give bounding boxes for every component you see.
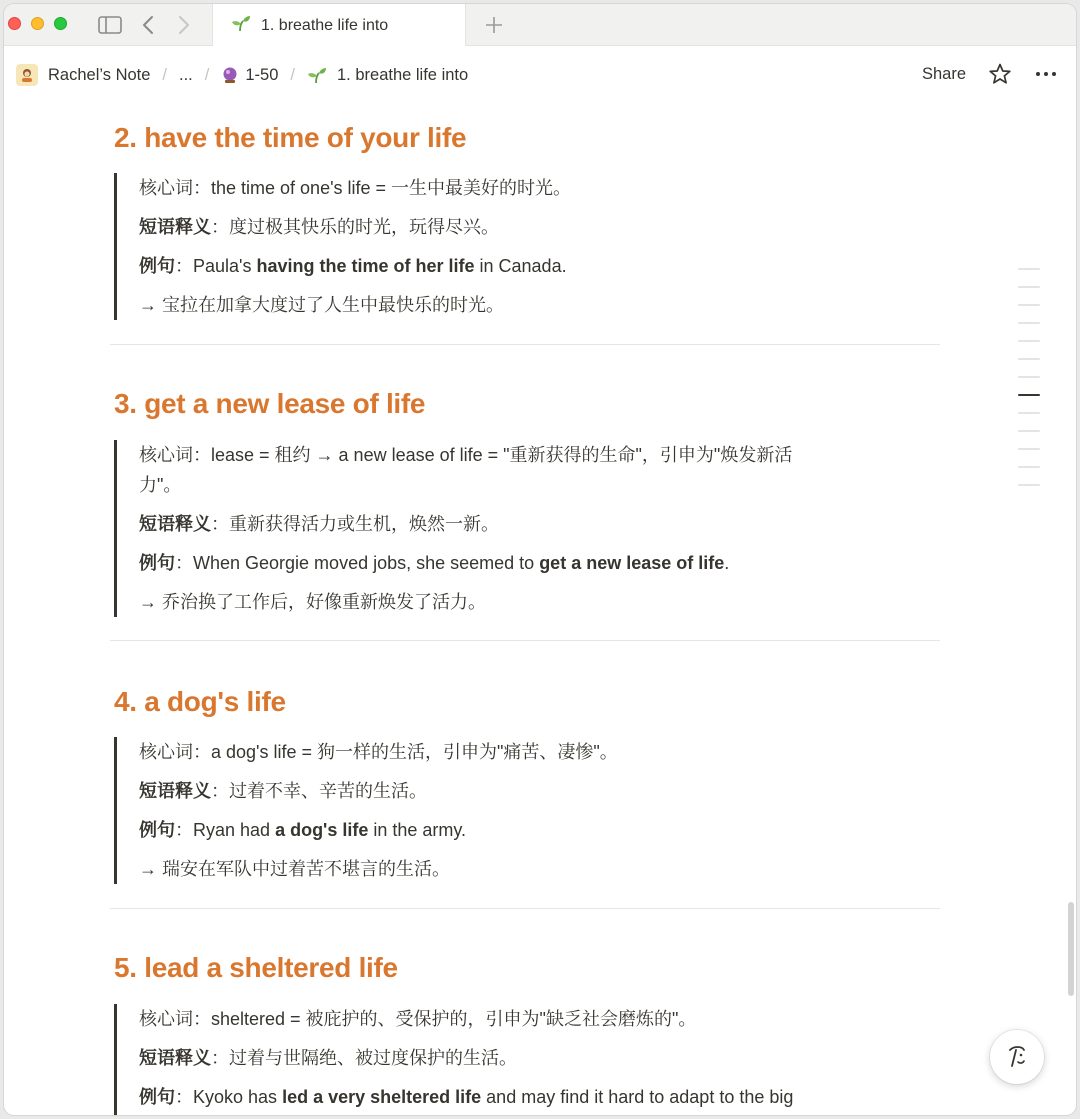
example-line: 例句：Kyoko has led a very sheltered life and may find it hard to adapt to the big — [139, 1087, 794, 1107]
meaning-line: 短语释义：过着与世隔绝、被过度保护的生活。 — [139, 1048, 517, 1068]
toc-entry[interactable] — [1018, 466, 1040, 468]
browser-window — [4, 4, 1076, 1115]
header-actions — [922, 62, 1058, 86]
breadcrumb-workspace-label: Rachel’s Note — [48, 65, 151, 84]
toc-entry[interactable] — [1018, 268, 1040, 270]
toc-entry[interactable] — [1018, 376, 1040, 378]
breadcrumb-parent[interactable] — [221, 66, 278, 85]
tab-bar — [4, 4, 1076, 46]
close-window-button[interactable] — [8, 17, 21, 30]
tab-title: 1. breathe life into — [261, 16, 389, 34]
scrollbar-thumb[interactable] — [1068, 902, 1074, 996]
toc-entry[interactable] — [1018, 448, 1040, 450]
page-header — [4, 46, 1076, 106]
more-options-icon[interactable] — [1034, 62, 1058, 86]
breadcrumb-parent-label: 1-50 — [245, 65, 279, 84]
meaning-line: 短语释义：度过极其快乐的时光，玩得尽兴。 — [139, 217, 499, 237]
section-heading: 5. lead a sheltered life — [114, 952, 398, 983]
seedling-icon — [231, 14, 251, 37]
quote-block — [114, 440, 914, 617]
quote-block — [114, 173, 914, 320]
breadcrumb — [16, 64, 468, 86]
back-arrow-icon[interactable] — [136, 13, 160, 37]
example-line: 例句：When Georgie moved jobs, she seemed to get a new lease of life. — [139, 553, 730, 573]
toc-entry[interactable] — [1018, 340, 1040, 342]
seedling-icon — [307, 66, 327, 84]
breadcrumb-separator: / — [204, 65, 210, 84]
section-heading: 2. have the time of your life — [114, 122, 467, 153]
favorite-star-icon[interactable] — [988, 62, 1012, 86]
core-word-line: 核心词：sheltered = 被庇护的、受保护的，引申为"缺乏社会磨炼的"。 — [139, 1009, 697, 1029]
breadcrumb-current-label: 1. breathe life into — [337, 65, 469, 84]
toc-entry[interactable] — [1018, 358, 1040, 360]
quote-block — [114, 737, 914, 884]
quote-block — [114, 1004, 914, 1115]
toc-entry[interactable] — [1018, 322, 1040, 324]
toc-entry[interactable] — [1018, 394, 1040, 396]
core-word-line: 核心词：a dog's life = 狗一样的生活，引申为"痛苦、凄惨"。 — [139, 742, 618, 762]
maximize-window-button[interactable] — [54, 17, 67, 30]
phrase-section — [114, 122, 940, 315]
translation-line: → 乔治换了工作后，好像重新焕发了活力。 — [139, 592, 486, 612]
toc-entry[interactable] — [1018, 484, 1040, 486]
divider — [110, 344, 940, 345]
forward-arrow-icon[interactable] — [172, 13, 196, 37]
share-button[interactable]: Share — [921, 64, 966, 83]
toc-entry[interactable] — [1018, 430, 1040, 432]
sidebar-toggle-icon[interactable] — [96, 13, 124, 37]
ai-assistant-button[interactable] — [990, 1030, 1044, 1084]
page-content — [4, 106, 1076, 1115]
divider — [110, 908, 940, 909]
example-line: 例句：Paula's having the time of her life in Canada. — [139, 256, 567, 276]
meaning-line: 短语释义：过着不幸、辛苦的生活。 — [139, 781, 427, 801]
crystal-ball-icon — [221, 66, 239, 84]
workspace-avatar-icon — [16, 64, 38, 86]
core-word-line: 核心词：the time of one's life = 一生中最美好的时光。 — [139, 178, 572, 198]
core-word-line: 核心词：lease = 租约 → a new lease of life = "重新获得的生命"，引申为"焕发新活 — [139, 445, 793, 465]
breadcrumb-workspace[interactable] — [16, 64, 150, 86]
minimize-window-button[interactable] — [31, 17, 44, 30]
breadcrumb-ellipsis[interactable]: ... — [179, 65, 193, 84]
toc-entry[interactable] — [1018, 304, 1040, 306]
divider — [110, 640, 940, 641]
section-heading: 4. a dog's life — [114, 686, 286, 717]
ai-face-icon — [1002, 1042, 1032, 1072]
toc-entry[interactable] — [1018, 286, 1040, 288]
phrase-section — [114, 388, 940, 612]
table-of-contents-minimap[interactable] — [1018, 268, 1040, 502]
example-line: 例句：Ryan had a dog's life in the army. — [139, 820, 467, 840]
breadcrumb-separator: / — [162, 65, 168, 84]
phrase-section — [114, 952, 940, 1107]
breadcrumb-separator: / — [290, 65, 295, 84]
phrase-section — [114, 686, 940, 879]
breadcrumb-current[interactable] — [307, 66, 468, 85]
toc-entry[interactable] — [1018, 412, 1040, 414]
translation-line: → 瑞安在军队中过着苦不堪言的生活。 — [139, 859, 450, 879]
translation-line: → 宝拉在加拿大度过了人生中最快乐的时光。 — [139, 295, 504, 315]
meaning-line: 短语释义：重新获得活力或生机，焕然一新。 — [139, 514, 499, 534]
section-heading: 3. get a new lease of life — [114, 388, 426, 419]
new-tab-plus-icon[interactable] — [482, 13, 506, 37]
tab-current-page[interactable] — [212, 4, 466, 47]
core-word-line-continued: 力"。 — [139, 475, 182, 495]
